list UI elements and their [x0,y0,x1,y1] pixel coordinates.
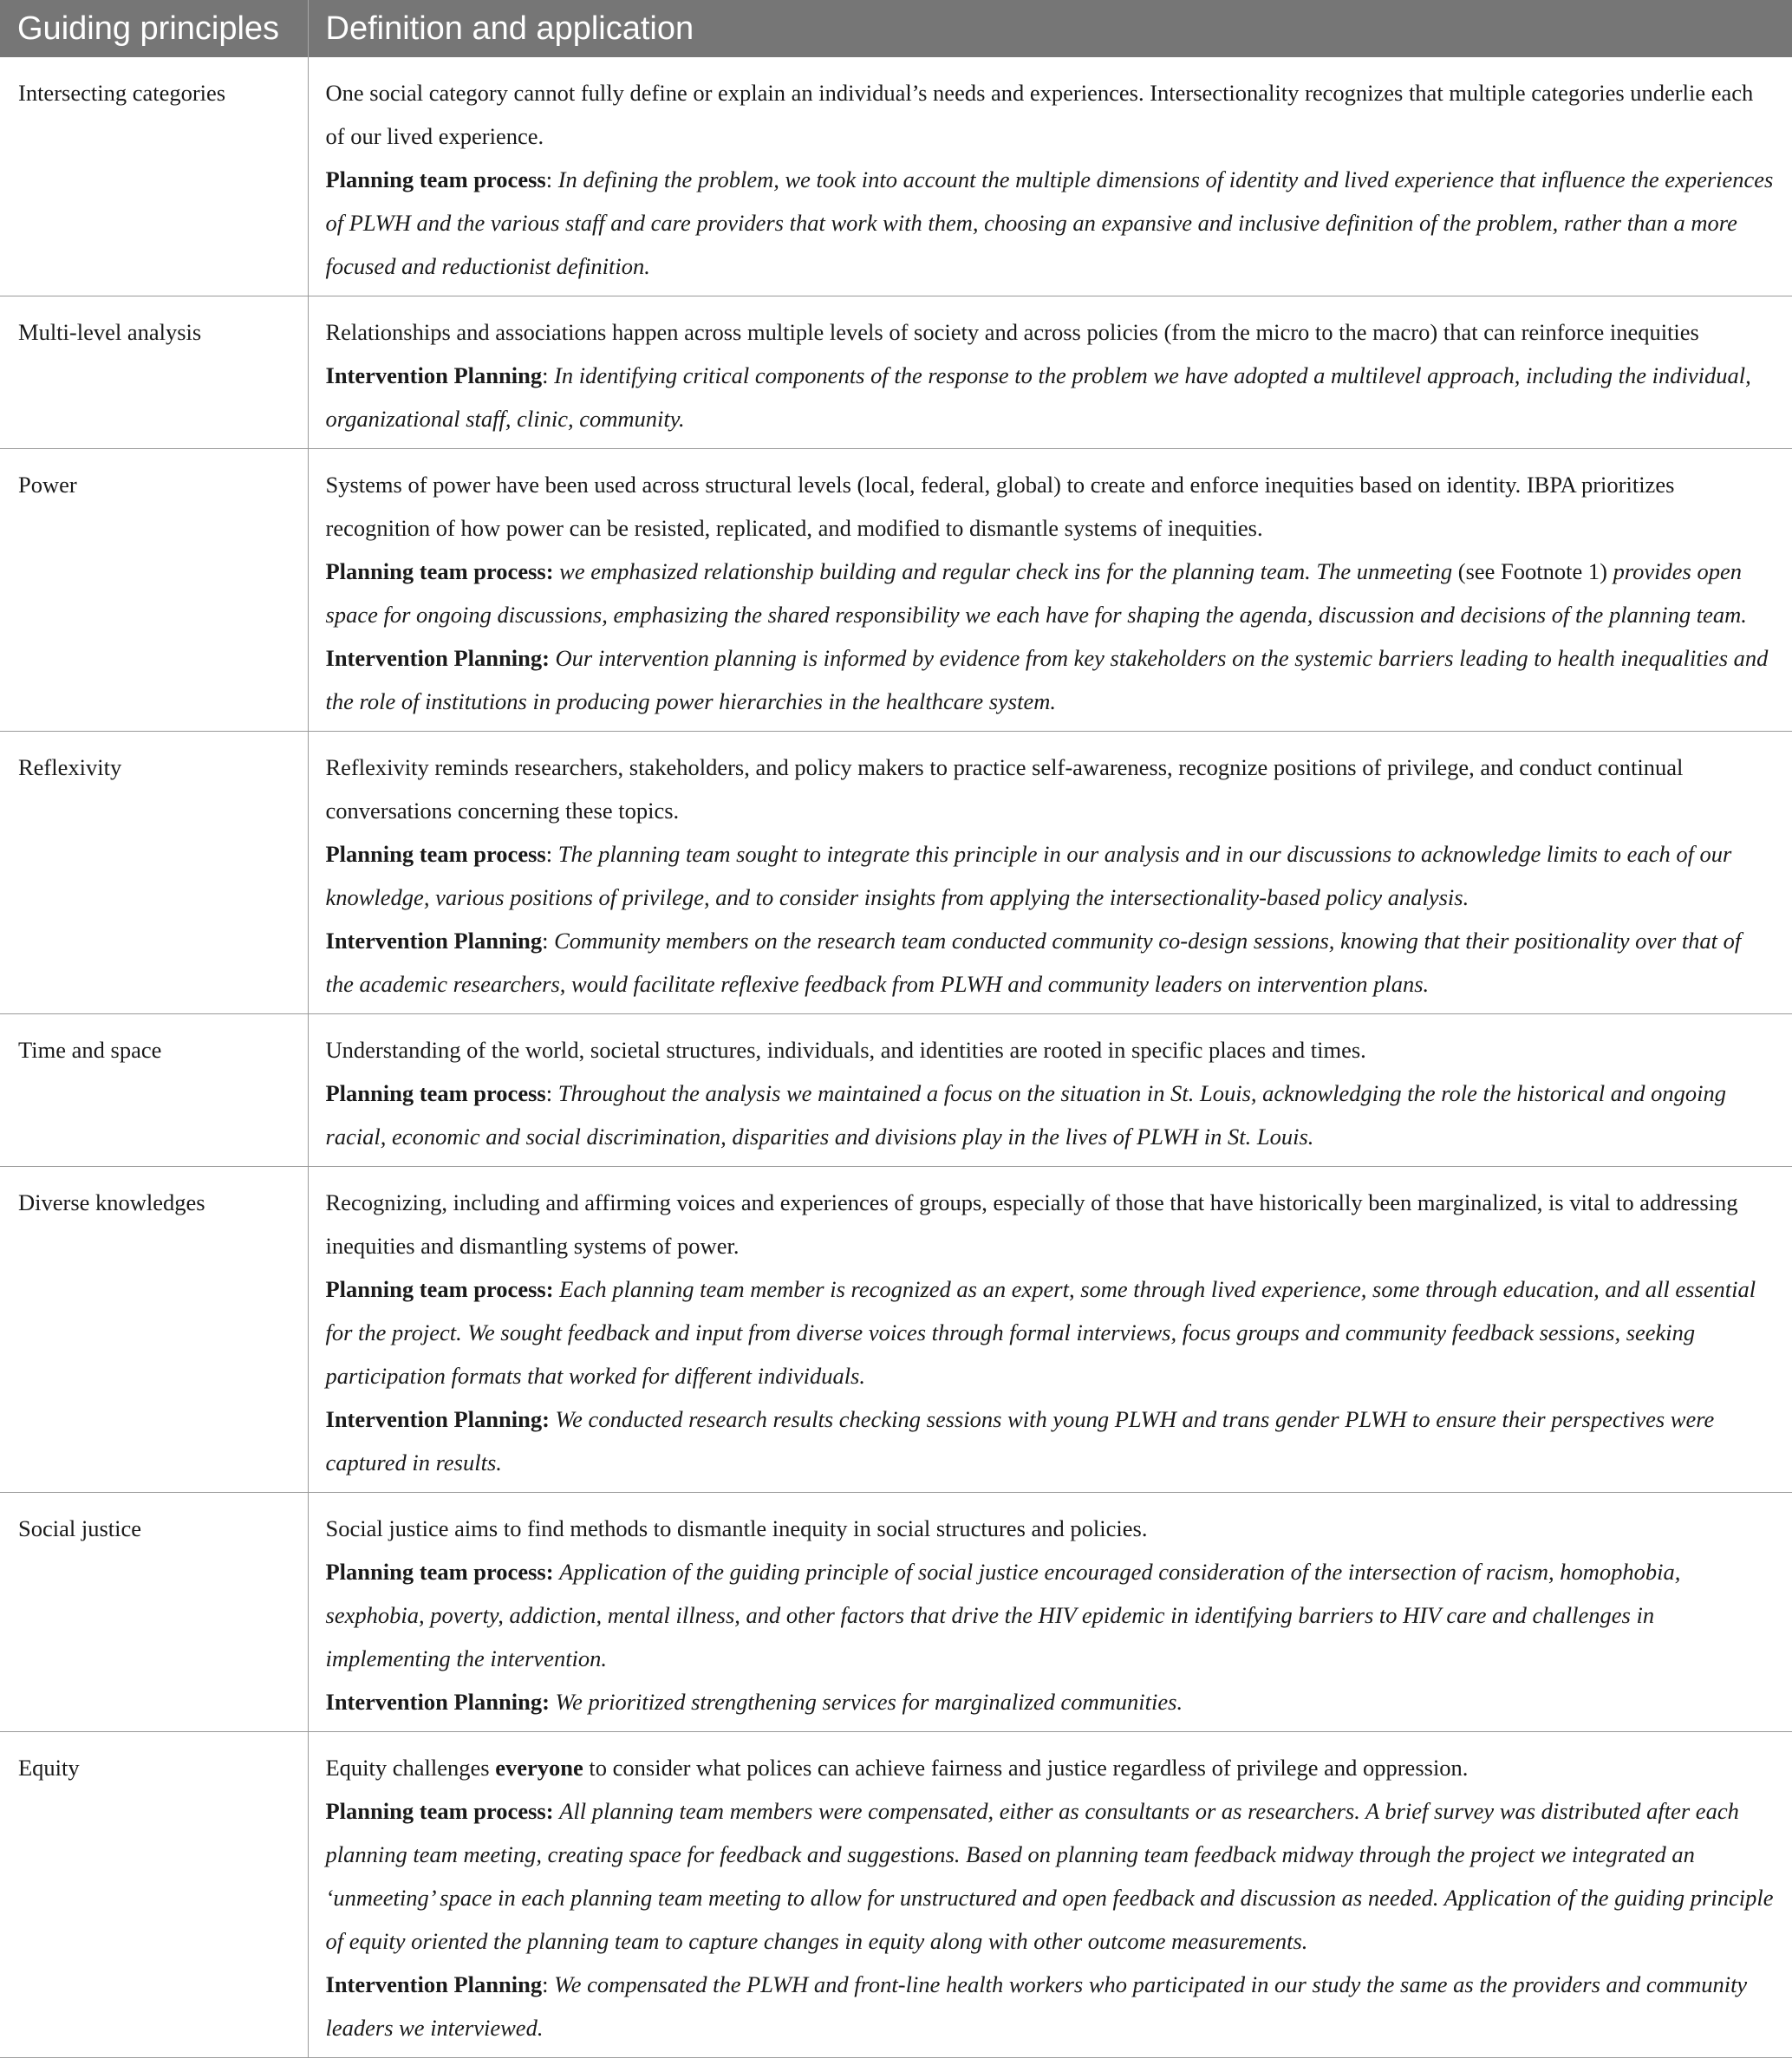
principle-cell: Multi-level analysis [0,296,308,449]
application-text: In defining the problem, we took into account the multiple dimensions of identity and lived experience that influence the experiences of PLWH and the various staff and care providers that work with them, choosing an expansive and inclusive definition of the problem, rather than a more focused and reductionist definition. [325,166,1774,279]
label-separator: : [545,1080,558,1106]
label-separator: : [542,1971,555,1997]
application-label: Intervention Planning: [325,1689,550,1715]
application-label: Intervention Planning [325,1971,543,1997]
definition-paragraph [326,1181,1776,1267]
application-text: The planning team sought to integrate this principle in our analysis and in our discussions to acknowledge limits to each of our knowledge, various positions of privilege, and to consider insights from applying the intersectionality-based policy analysis. [325,841,1732,910]
definition-text: Social justice aims to find methods to dismantle inequity in social structures and policies. [325,1515,1148,1541]
label-separator: : [542,362,555,388]
label-separator [550,1406,556,1432]
label-separator: : [545,166,558,192]
application-label: Planning team process: [325,1798,554,1824]
label-separator [550,645,556,671]
definition-paragraph [326,1028,1776,1072]
definition-text: One social category cannot fully define or explain an individual’s needs and experiences. Intersectionality recognizes that multiple categories underlie each of our lived experience. [325,80,1754,149]
definition-cell [308,732,1792,1014]
definition-paragraph [326,71,1776,158]
application-paragraph [326,1550,1776,1680]
table-row [0,1167,1792,1493]
application-paragraph [326,636,1776,723]
header-guiding-principles: Guiding principles [0,0,308,57]
table-row [0,1732,1792,2058]
application-text: we emphasized relationship building and regular check ins for the planning team. The unmeeting [559,558,1453,584]
table-row [0,732,1792,1014]
application-paragraph [326,1397,1776,1484]
principle-cell: Reflexivity [0,732,308,1014]
application-label: Intervention Planning [325,362,543,388]
footnote-reference: (see Footnote 1) [1452,558,1613,584]
application-text: Our intervention planning is informed by evidence from key stakeholders on the systemic barriers leading to health inequalities and the role of institutions in producing power hierarchies in the healthcare system. [325,645,1769,714]
application-paragraph [326,550,1776,636]
definition-text: Reflexivity reminds researchers, stakeholders, and policy makers to practice self-awareness, recognize positions of privilege, and conduct continual conversations concerning these topics. [325,754,1684,824]
definition-text: Relationships and associations happen across multiple levels of society and across policies (from the micro to the macro) that can reinforce inequities [325,319,1699,345]
application-paragraph [326,1789,1776,1963]
principle-cell: Social justice [0,1493,308,1732]
definition-cell [308,1167,1792,1493]
application-paragraph [326,1680,1776,1723]
principle-cell: Diverse knowledges [0,1167,308,1493]
application-text: Community members on the research team conducted community co-design sessions, knowing that their positionality over that of the academic researchers, would facilitate reflexive feedback from PLWH and community leaders on intervention plans. [325,928,1742,997]
definition-text: Recognizing, including and affirming voices and experiences of groups, especially of those that have historically been marginalized, is vital to addressing inequities and dismantling systems of power. [325,1189,1738,1259]
principle-cell: Time and space [0,1014,308,1167]
table-row [0,1014,1792,1167]
application-text: We conducted research results checking sessions with young PLWH and trans gender PLWH to ensure their perspectives were captured in results. [325,1406,1715,1475]
definition-cell [308,1732,1792,2058]
application-text: Application of the guiding principle of social justice encouraged consideration of the intersection of racism, homophobia, sexphobia, poverty, addiction, mental illness, and other factors that drive the HIV epidemic in identifying barriers to HIV care and challenges in implementing the intervention. [325,1559,1681,1671]
application-label: Intervention Planning: [325,1406,550,1432]
application-label: Intervention Planning: [325,645,550,671]
definition-text: Systems of power have been used across structural levels (local, federal, global) to create and enforce inequities based on identity. IBPA prioritizes recognition of how power can be resisted, replicated, and modified to dismantle systems of inequities. [325,472,1675,541]
definition-cell [308,1014,1792,1167]
table-header-row [0,0,1792,57]
application-label: Planning team process: [325,558,554,584]
application-paragraph [326,158,1776,288]
definition-paragraph [326,746,1776,832]
application-text: Throughout the analysis we maintained a focus on the situation in St. Louis, acknowledging the role the historical and ongoing racial, economic and social discrimination, disparities and divisions play in the lives of PLWH in St. Louis. [325,1080,1726,1150]
definition-text: Equity challenges [325,1755,496,1781]
application-label: Planning team process [325,1080,546,1106]
application-paragraph [326,354,1776,440]
application-paragraph [326,1267,1776,1397]
principle-cell: Intersecting categories [0,57,308,296]
application-label: Planning team process [325,841,546,867]
label-separator: : [545,841,558,867]
application-text: In identifying critical components of the response to the problem we have adopted a multilevel approach, including the individual, organizational staff, clinic, community. [325,362,1751,432]
application-paragraph [326,1963,1776,2049]
application-text: We prioritized strengthening services for marginalized communities. [555,1689,1183,1715]
application-paragraph [326,1072,1776,1158]
definition-cell [308,449,1792,732]
header-definition-application: Definition and application [308,0,1792,57]
application-label: Planning team process [325,166,546,192]
application-paragraph [326,919,1776,1006]
table-row [0,449,1792,732]
principle-cell: Power [0,449,308,732]
application-text: All planning team members were compensated, either as consultants or as researchers. A brief survey was distributed after each planning team meeting, creating space for feedback and suggestions. Based on planning team feedback midway through the project we integrated an ‘unmeeting’ space in each planning team meeting to allow for unstructured and open feedback and discussion as needed. Application of the guiding principle of equity oriented the planning team to capture changes in equity along with other outcome measurements. [325,1798,1774,1954]
application-label: Intervention Planning [325,928,543,954]
table-row [0,57,1792,296]
definition-text-continued: to consider what polices can achieve fairness and justice regardless of privilege and oppression. [583,1755,1469,1781]
definition-paragraph [326,1507,1776,1550]
application-paragraph [326,832,1776,919]
emphasis-text: everyone [495,1755,583,1781]
application-text-continued: provides open space for ongoing discussions, emphasizing the shared responsibility we each have for shaping the agenda, discussion and decisions of the planning team. [325,558,1747,628]
table-row [0,1493,1792,1732]
definition-paragraph [326,1746,1776,1789]
definition-cell [308,57,1792,296]
label-separator [550,1689,556,1715]
principle-cell: Equity [0,1732,308,2058]
definition-paragraph [326,463,1776,550]
definition-text: Understanding of the world, societal structures, individuals, and identities are rooted in specific places and times. [325,1037,1366,1063]
application-label: Planning team process: [325,1276,554,1302]
definition-cell [308,296,1792,449]
definition-paragraph [326,310,1776,354]
definition-cell [308,1493,1792,1732]
label-separator: : [542,928,555,954]
table-row [0,296,1792,449]
application-label: Planning team process: [325,1559,554,1585]
application-text: Each planning team member is recognized as an expert, some through lived experience, some through education, and all essential for the project. We sought feedback and input from diverse voices through formal interviews, focus groups and community feedback sessions, seeking participation formats that worked for different individuals. [325,1276,1756,1389]
application-text: We compensated the PLWH and front-line health workers who participated in our study the same as the providers and community leaders we interviewed. [325,1971,1748,2041]
